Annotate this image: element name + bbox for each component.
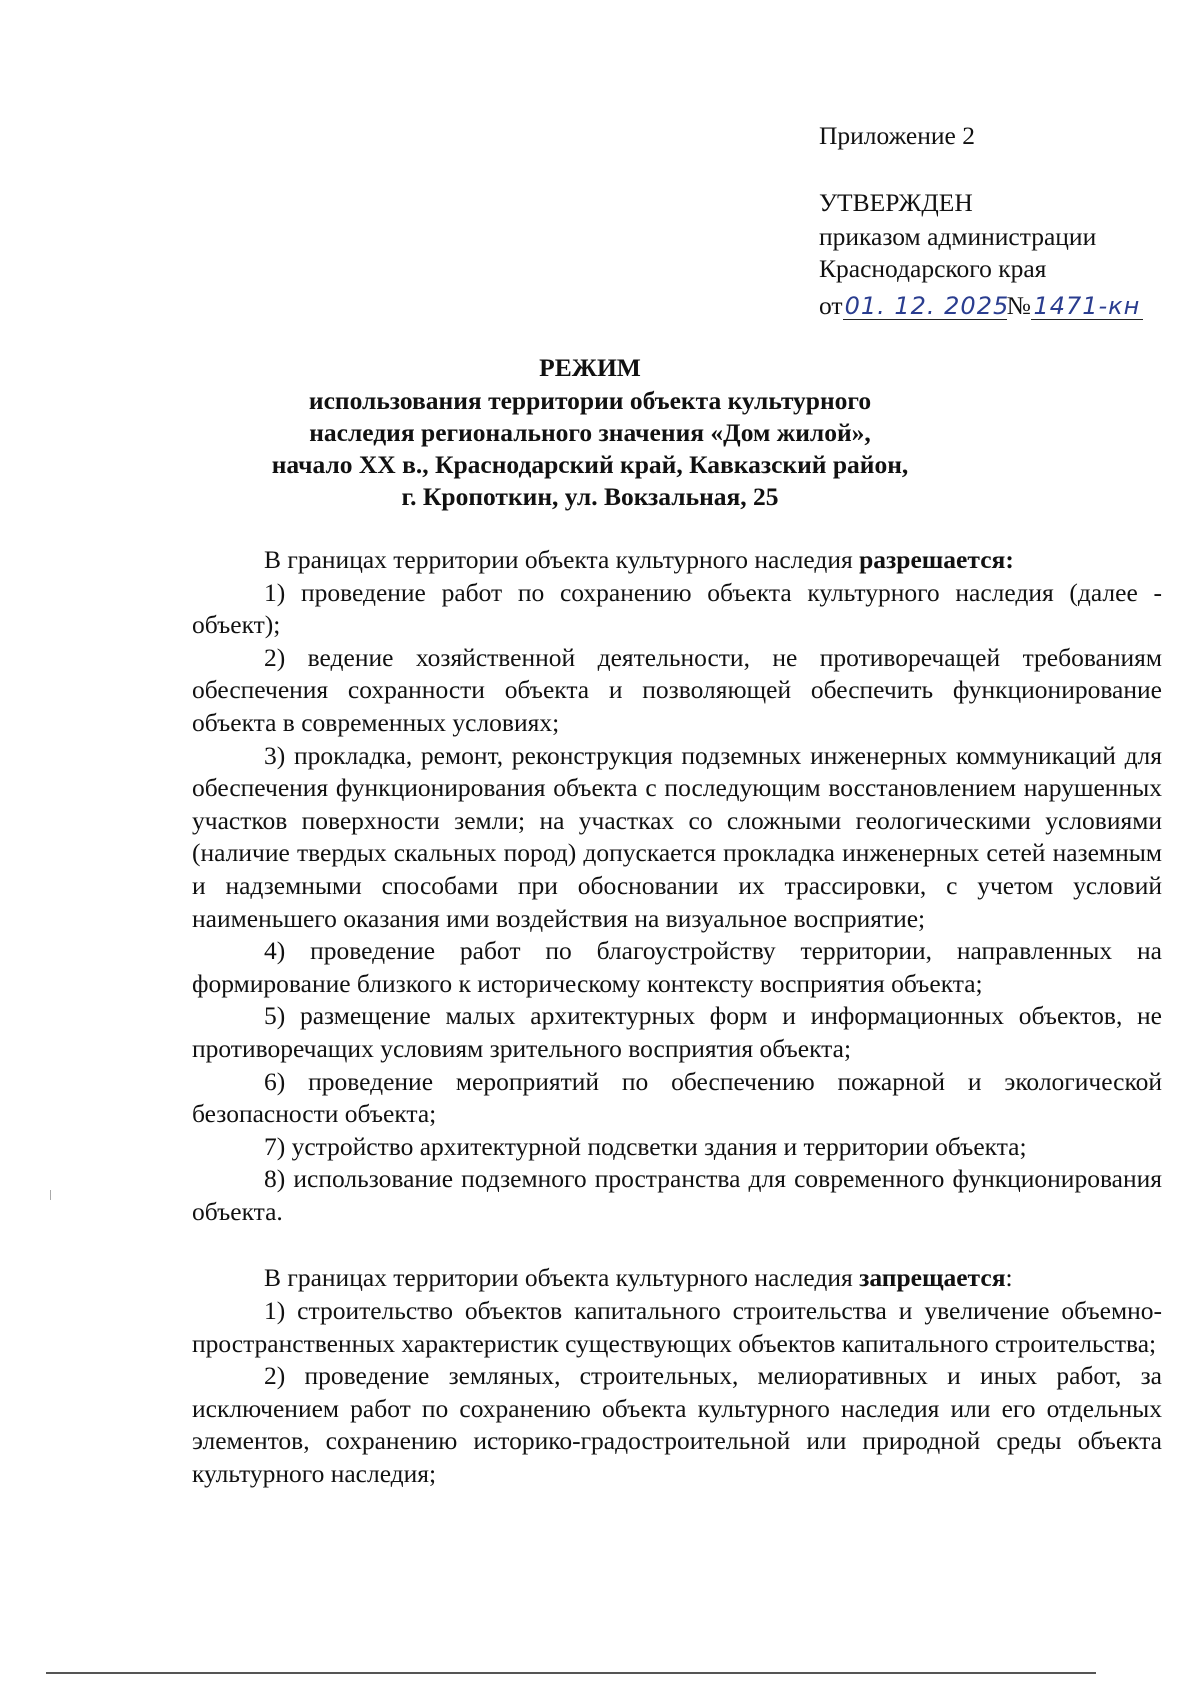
allowed-item-1: 1) проведение работ по сохранению объекта культурного наследия (далее - объект); bbox=[192, 577, 1162, 640]
title-line-2: наследия регионального значения «Дом жилой», bbox=[309, 418, 871, 447]
allowed-item-5: 5) размещение малых архитектурных форм и информационных объектов, не противоречащих условиям зрительного восприятия объекта; bbox=[192, 1001, 1162, 1063]
document-body bbox=[192, 544, 1162, 1491]
title-line-4: г. Кропоткин, ул. Вокзальная, 25 bbox=[401, 482, 779, 511]
allowed-item-4: 4) проведение работ по благоустройству территории, направленных на формирование близкого к историческому контексту восприятия объекта; bbox=[192, 936, 1162, 998]
prohibited-intro-text: В границах территории объекта культурного наследия bbox=[264, 1263, 860, 1293]
prohibited-keyword: запрещается bbox=[859, 1263, 1006, 1293]
allowed-item-2: 2) ведение хозяйственной деятельности, не противоречащей требованиям обеспечения сохранности объекта и позволяющей обеспечить функционирование объекта в современных условиях; bbox=[192, 642, 1162, 737]
allowed-item-8: 8) использование подземного пространства для современного функционирования объекта. bbox=[192, 1164, 1162, 1226]
order-date-number bbox=[819, 290, 1143, 321]
prohibited-intro bbox=[192, 1262, 1162, 1295]
allowed-keyword: разрешается: bbox=[859, 545, 1014, 574]
handwritten-number: 1471-кн bbox=[1031, 293, 1143, 320]
allowed-item-7: 7) устройство архитектурной подсветки здания и территории объекта; bbox=[264, 1131, 1027, 1161]
appendix-label: Приложение 2 bbox=[819, 121, 975, 150]
prohibited-item-2: 2) проведение земляных, строительных, мелиоративных и иных работ, за исключением работ по сохранению объекта культурного наследия или его отдельных элементов, сохранению историко-градостроительной или природной среды объекта культурного наследия; bbox=[192, 1361, 1162, 1489]
prohibited-intro-colon: : bbox=[1005, 1263, 1013, 1293]
allowed-item-3: 3) прокладка, ремонт, реконструкция подземных инженерных коммуникаций для обеспечения функционирования объекта с последующим восстановлением нарушенных участков поверхности земли; на участках со сложными геологическими условиями (наличие твердых скальных пород) допускается прокладка инженерных сетей наземным и надземными способами при обосновании их трассировки, с учетом условий наименьшего оказания ими воздействия на визуальное восприятие; bbox=[192, 740, 1162, 933]
scan-margin-mark bbox=[50, 1190, 51, 1200]
approved-label: УТВЕРЖДЕН bbox=[819, 188, 973, 217]
prohibited-item-1: 1) строительство объектов капитального строительства и увеличение объемно-пространственных характеристик существующих объектов капитального строительства; bbox=[192, 1296, 1162, 1358]
order-authority: приказом администрации bbox=[819, 222, 1097, 251]
handwritten-date: 01. 12. 2025 bbox=[844, 292, 1010, 320]
allowed-intro bbox=[192, 544, 1162, 577]
number-prefix: № bbox=[1006, 291, 1031, 320]
document-title bbox=[190, 352, 990, 513]
region-name: Краснодарского края bbox=[819, 254, 1047, 283]
date-prefix: от bbox=[819, 291, 843, 320]
footer-rule bbox=[46, 1672, 1096, 1674]
title-main: РЕЖИМ bbox=[539, 353, 641, 382]
section-gap bbox=[192, 1228, 1162, 1262]
title-line-3: начало XX в., Краснодарский край, Кавказский район, bbox=[271, 450, 909, 479]
allowed-intro-text: В границах территории объекта культурного наследия bbox=[264, 545, 860, 574]
allowed-item-6: 6) проведение мероприятий по обеспечению пожарной и экологической безопасности объекта; bbox=[192, 1066, 1162, 1129]
title-line-1: использования территории объекта культурного bbox=[308, 386, 872, 415]
